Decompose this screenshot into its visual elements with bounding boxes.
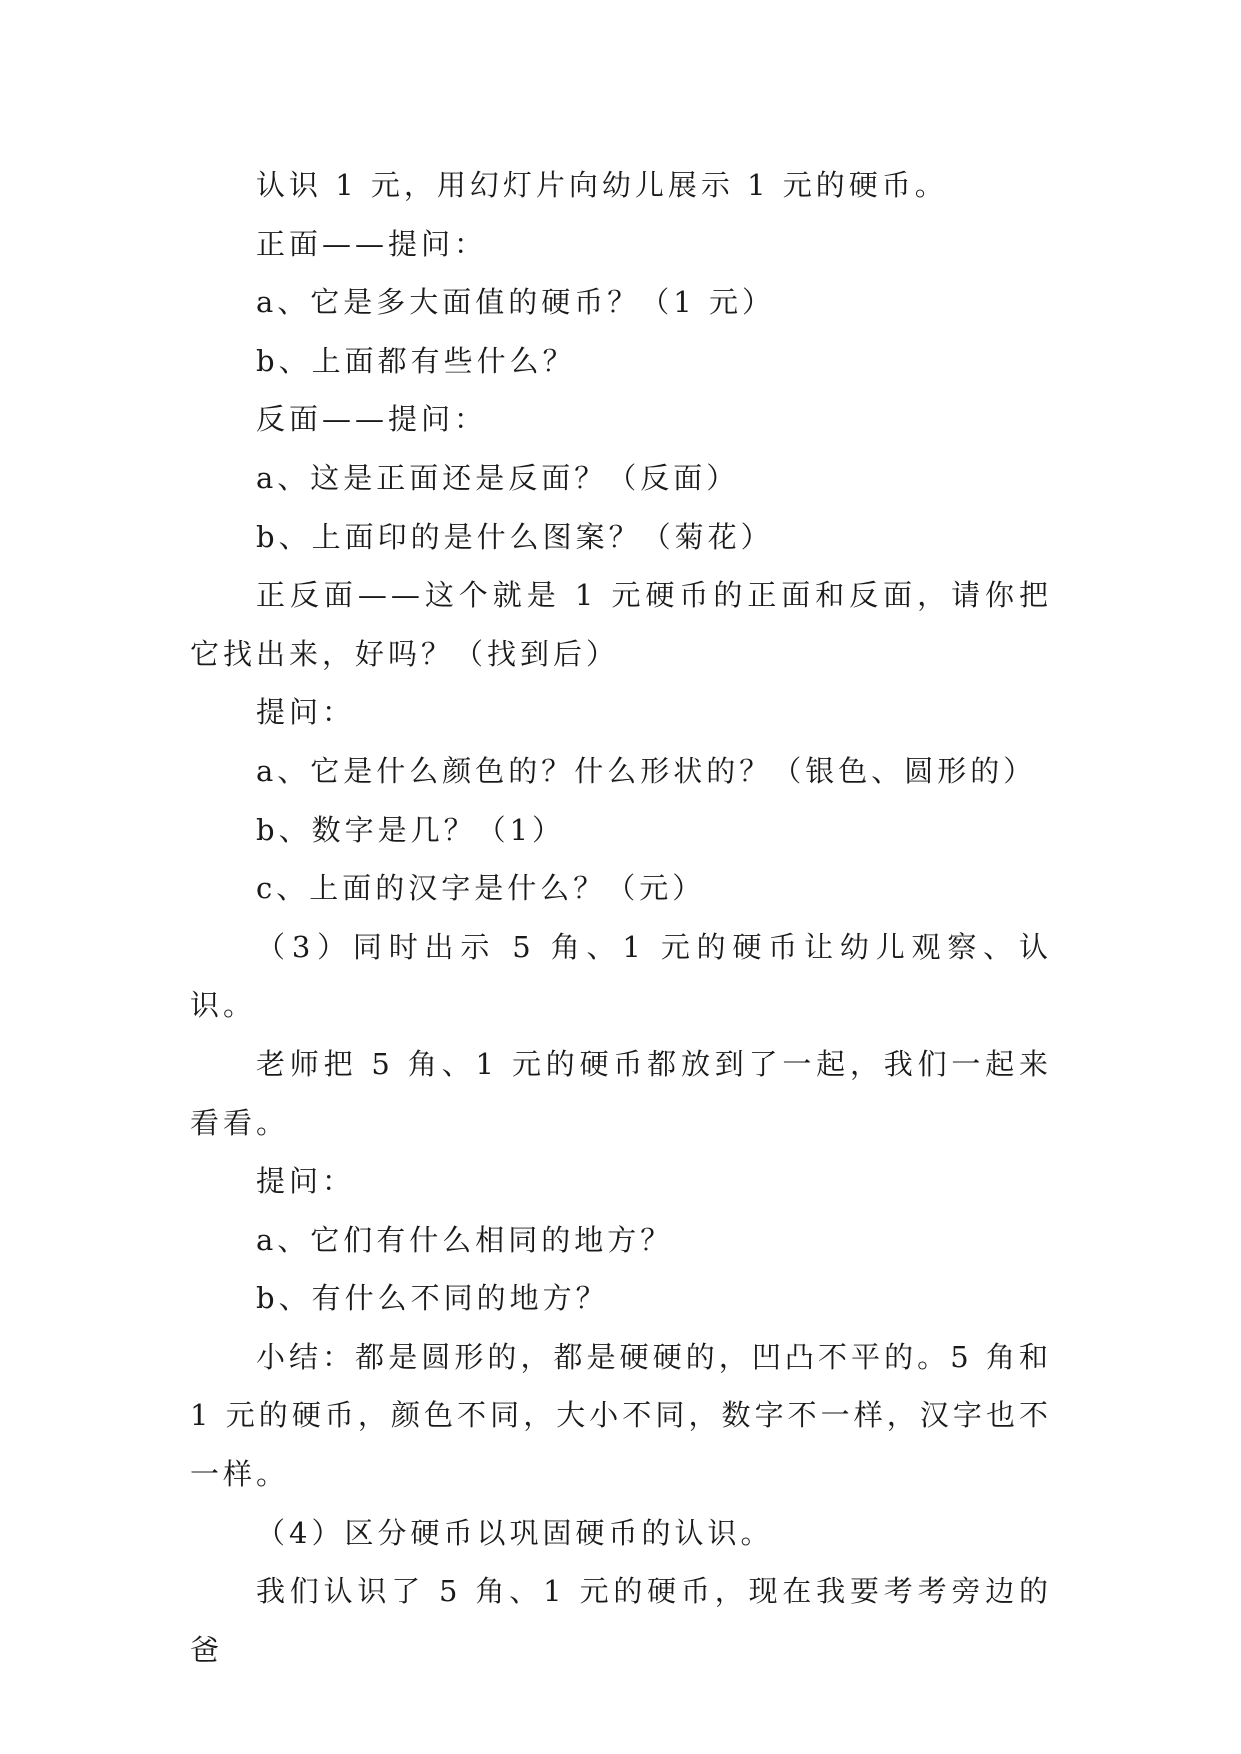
paragraph-14: 老师把 5 角、1 元的硬币都放到了一起，我们一起来看看。 — [190, 1046, 1052, 1140]
paragraph-8: 正反面——这个就是 1 元硬币的正面和反面，请你把它找出来，好吗？（找到后） — [190, 578, 1052, 671]
paragraph-19: （4）区分硬币以巩固硬币的认识。 — [256, 1515, 774, 1550]
paragraph-7: b、上面印的是什么图案？（菊花） — [256, 519, 774, 554]
paragraph-13: （3）同时出示 5 角、1 元的硬币让幼儿观察、认识。 — [190, 929, 1052, 1023]
paragraph-12: c、上面的汉字是什么？（元） — [256, 871, 706, 906]
paragraph-3: a、它是多大面值的硬币？（1 元） — [256, 285, 775, 320]
paragraph-6: a、这是正面还是反面？（反面） — [256, 460, 740, 495]
paragraph-11: b、数字是几？（1） — [256, 812, 566, 847]
paragraph-15: 提问： — [256, 1164, 356, 1199]
paragraph-18: 小结：都是圆形的，都是硬硬的，凹凸不平的。5 角和 1 元的硬币，颜色不同，大小不同，数字不一样，汉字也不一样。 — [190, 1339, 1052, 1492]
paragraph-5: 反面——提问： — [256, 402, 488, 437]
paragraph-9: 提问： — [256, 695, 356, 730]
paragraph-2: 正面——提问： — [256, 226, 488, 261]
paragraph-17: b、有什么不同的地方？ — [256, 1281, 609, 1316]
paragraph-4: b、上面都有些什么？ — [256, 343, 576, 378]
paragraph-10: a、它是什么颜色的？什么形状的？（银色、圆形的） — [256, 753, 1037, 788]
paragraph-20: 我们认识了 5 角、1 元的硬币，现在我要考考旁边的爸 — [190, 1574, 1052, 1667]
paragraph-16: a、它们有什么相同的地方？ — [256, 1222, 674, 1257]
document-body — [190, 156, 1052, 1679]
paragraph-1: 认识 1 元，用幻灯片向幼儿展示 1 元的硬币。 — [256, 168, 948, 202]
